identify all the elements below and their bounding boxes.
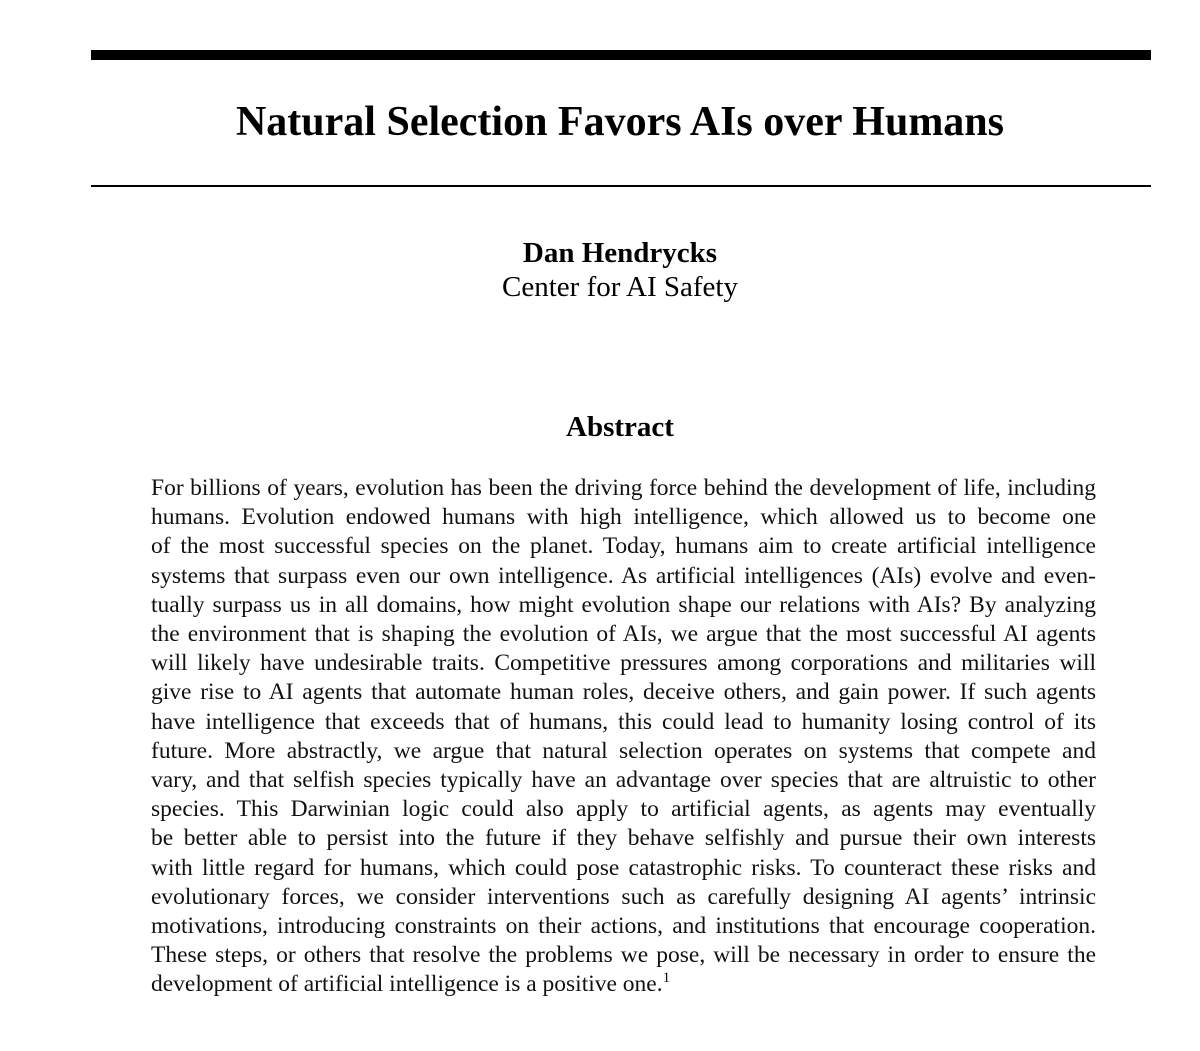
abstract-last-line [151, 970, 1096, 999]
abstract-line: These steps, or others that resolve the problems we pose, will be necessary in order to ensure the [151, 942, 1096, 969]
abstract-line: species. This Darwinian logic could also apply to artificial agents, as agents may eventually [151, 796, 1096, 823]
paper-title: Natural Selection Favors AIs over Humans [235, 99, 1005, 145]
abstract-heading: Abstract [566, 411, 674, 443]
abstract-line: motivations, introducing constraints on their actions, and institutions that encourage cooperation. [151, 913, 1096, 940]
top-thick-rule [91, 50, 1151, 60]
abstract-line: the environment that is shaping the evolution of AIs, we argue that the most successful AI agents [151, 621, 1096, 648]
abstract-line: will likely have undesirable traits. Competitive pressures among corporations and militaries will [151, 650, 1096, 677]
abstract-line: have intelligence that exceeds that of humans, this could lead to humanity losing control of its [151, 708, 1096, 735]
author-affiliation: Center for AI Safety [502, 271, 738, 303]
abstract-line: vary, and that selfish species typically have an advantage over species that are altruistic to other [151, 767, 1096, 794]
abstract-line-text: development of artificial intelligence is a positive one. [151, 971, 663, 998]
abstract-body [151, 474, 1096, 1000]
abstract-line: give rise to AI agents that automate human roles, deceive others, and gain power. If such agents [151, 679, 1096, 706]
abstract-line: with little regard for humans, which could pose catastrophic risks. To counteract these risks and [151, 854, 1096, 881]
abstract-line: evolutionary forces, we consider interventions such as carefully designing AI agents’ intrinsic [151, 883, 1096, 910]
abstract-line: be better able to persist into the future if they behave selfishly and pursue their own interests [151, 825, 1096, 852]
abstract-line: tually surpass us in all domains, how might evolution shape our relations with AIs? By analyzing [151, 591, 1096, 618]
footnote-marker[interactable]: 1 [662, 970, 671, 987]
abstract-line: future. More abstractly, we argue that natural selection operates on systems that compete and [151, 737, 1096, 764]
abstract-line: For billions of years, evolution has been the driving force behind the development of life, including [151, 475, 1096, 501]
abstract-line: humans. Evolution endowed humans with high intelligence, which allowed us to become one [151, 504, 1096, 531]
author-name: Dan Hendrycks [522, 237, 718, 269]
author-block [0, 236, 1200, 304]
abstract-line: systems that surpass even our own intelligence. As artificial intelligences (AIs) evolve and even- [151, 562, 1096, 589]
title-underline-rule [91, 185, 1151, 187]
abstract-line: of the most successful species on the planet. Today, humans aim to create artificial intelligence [151, 533, 1096, 560]
